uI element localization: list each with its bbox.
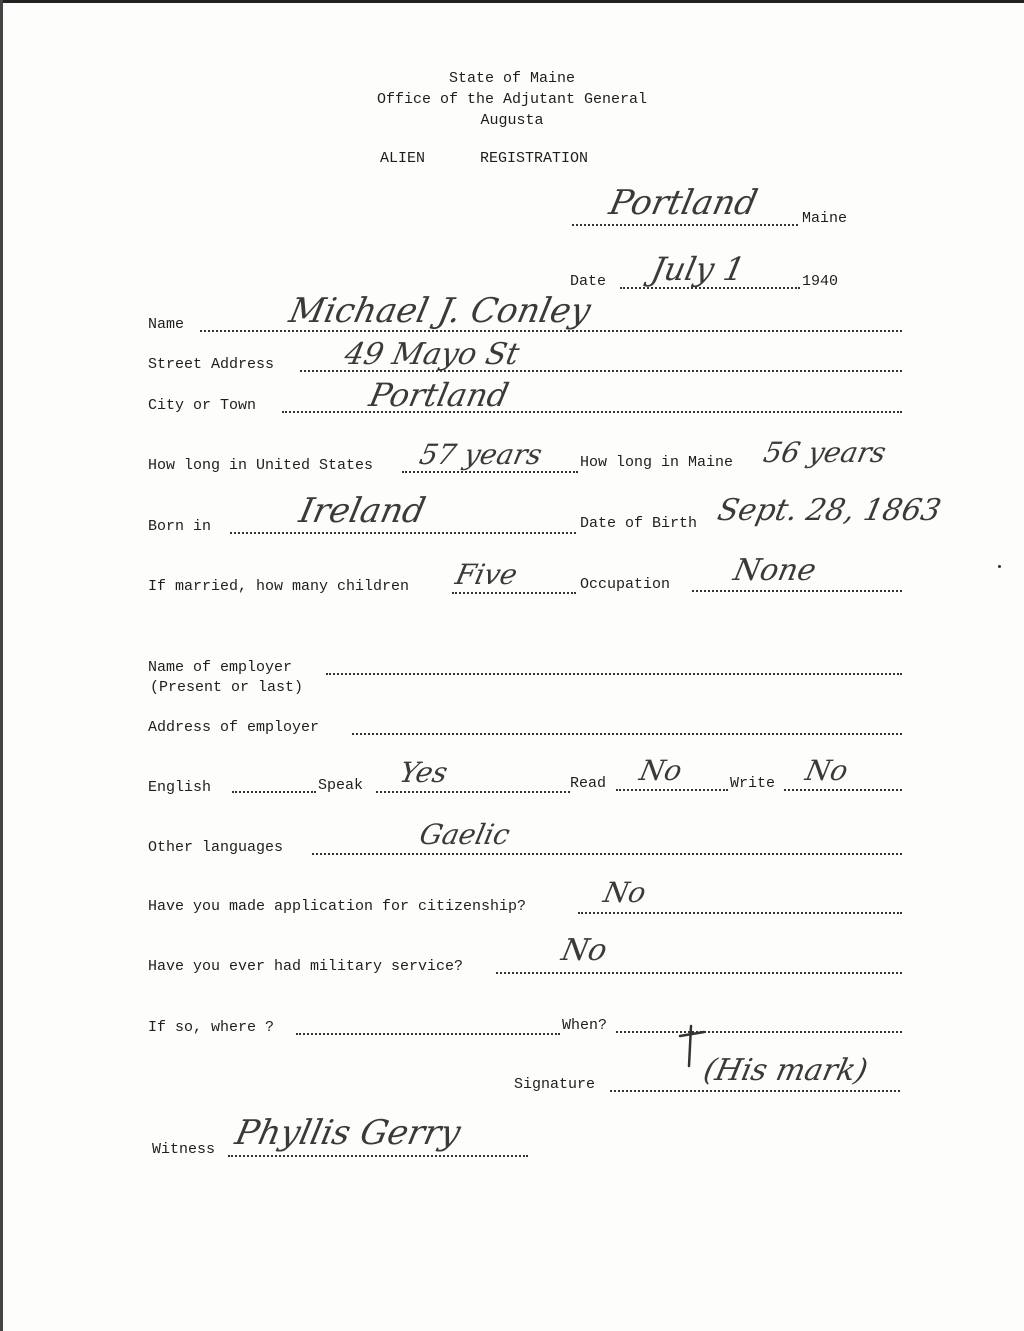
scan-speck bbox=[998, 565, 1001, 568]
name-label: Name bbox=[148, 316, 185, 333]
born-in-label: Born in bbox=[148, 518, 212, 535]
write-dots bbox=[784, 789, 902, 791]
town-value: Portland bbox=[605, 183, 761, 223]
header-state: State of Maine bbox=[448, 70, 576, 87]
military-value: No bbox=[558, 933, 611, 968]
military-label: Have you ever had military service? bbox=[148, 958, 464, 975]
when-dots bbox=[616, 1031, 902, 1033]
english-label: English bbox=[148, 779, 212, 796]
where-label: If so, where ? bbox=[148, 1019, 275, 1036]
witness-label: Witness bbox=[152, 1141, 216, 1158]
header-office: Office of the Adjutant General bbox=[376, 91, 648, 108]
title-alien: ALIEN bbox=[380, 150, 426, 167]
citizenship-dots bbox=[578, 912, 902, 914]
write-label: Write bbox=[730, 775, 776, 792]
dob-label: Date of Birth bbox=[580, 515, 698, 532]
speak-value: Yes bbox=[396, 756, 451, 789]
other-languages-label: Other languages bbox=[148, 839, 284, 856]
dob-value: Sept. 28, 1863 bbox=[714, 493, 945, 528]
when-label: When? bbox=[562, 1017, 608, 1034]
read-label: Read bbox=[570, 775, 607, 792]
employer-address-dots bbox=[352, 733, 902, 735]
write-value: No bbox=[802, 754, 851, 787]
children-value: Five bbox=[452, 558, 521, 591]
occupation-dots bbox=[692, 590, 902, 592]
scan-edge-top bbox=[0, 0, 1024, 3]
speak-label: Speak bbox=[318, 777, 364, 794]
witness-dots bbox=[228, 1155, 528, 1157]
born-in-value: Ireland bbox=[295, 491, 429, 531]
read-dots bbox=[616, 789, 728, 791]
read-value: No bbox=[636, 754, 685, 787]
form-header bbox=[0, 68, 1024, 131]
how-long-maine-value: 56 years bbox=[760, 436, 889, 469]
name-value: Michael J. Conley bbox=[285, 291, 595, 331]
employer-label: Name of employer bbox=[148, 659, 293, 676]
date-label: Date bbox=[570, 273, 607, 290]
where-dots bbox=[296, 1033, 560, 1035]
how-long-us-value: 57 years bbox=[416, 438, 545, 471]
english-dots bbox=[232, 791, 316, 793]
employer-dots bbox=[326, 673, 902, 675]
born-in-dots bbox=[230, 532, 576, 534]
employer-address-label: Address of employer bbox=[148, 719, 320, 736]
title-registration: REGISTRATION bbox=[480, 150, 589, 167]
town-dots bbox=[572, 224, 798, 226]
signature-label: Signature bbox=[514, 1076, 596, 1093]
city-value: Portland bbox=[365, 376, 513, 414]
date-value: July 1 bbox=[647, 250, 749, 288]
speak-dots bbox=[376, 791, 570, 793]
citizenship-value: No bbox=[600, 876, 649, 909]
how-long-maine-label: How long in Maine bbox=[580, 454, 734, 471]
x-mark-icon bbox=[676, 1024, 706, 1068]
year-label: 1940 bbox=[802, 273, 839, 290]
header-city: Augusta bbox=[480, 112, 544, 129]
military-dots bbox=[496, 972, 902, 974]
children-dots bbox=[452, 592, 576, 594]
citizenship-label: Have you made application for citizenship? bbox=[148, 898, 527, 915]
how-long-us-dots bbox=[402, 471, 578, 473]
occupation-value: None bbox=[730, 553, 820, 588]
other-languages-value: Gaelic bbox=[416, 818, 513, 851]
signature-dots bbox=[610, 1090, 900, 1092]
street-label: Street Address bbox=[148, 356, 275, 373]
scan-edge-left bbox=[0, 0, 3, 1331]
employer-note: (Present or last) bbox=[150, 679, 304, 696]
signature-value: (His mark) bbox=[700, 1053, 871, 1088]
occupation-label: Occupation bbox=[580, 576, 671, 593]
how-long-us-label: How long in United States bbox=[148, 457, 374, 474]
street-value: 49 Mayo St bbox=[341, 337, 523, 372]
children-label: If married, how many children bbox=[148, 578, 410, 595]
maine-label: Maine bbox=[802, 210, 848, 227]
other-languages-dots bbox=[312, 853, 902, 855]
city-label: City or Town bbox=[148, 397, 257, 414]
witness-value: Phyllis Gerry bbox=[231, 1113, 465, 1153]
